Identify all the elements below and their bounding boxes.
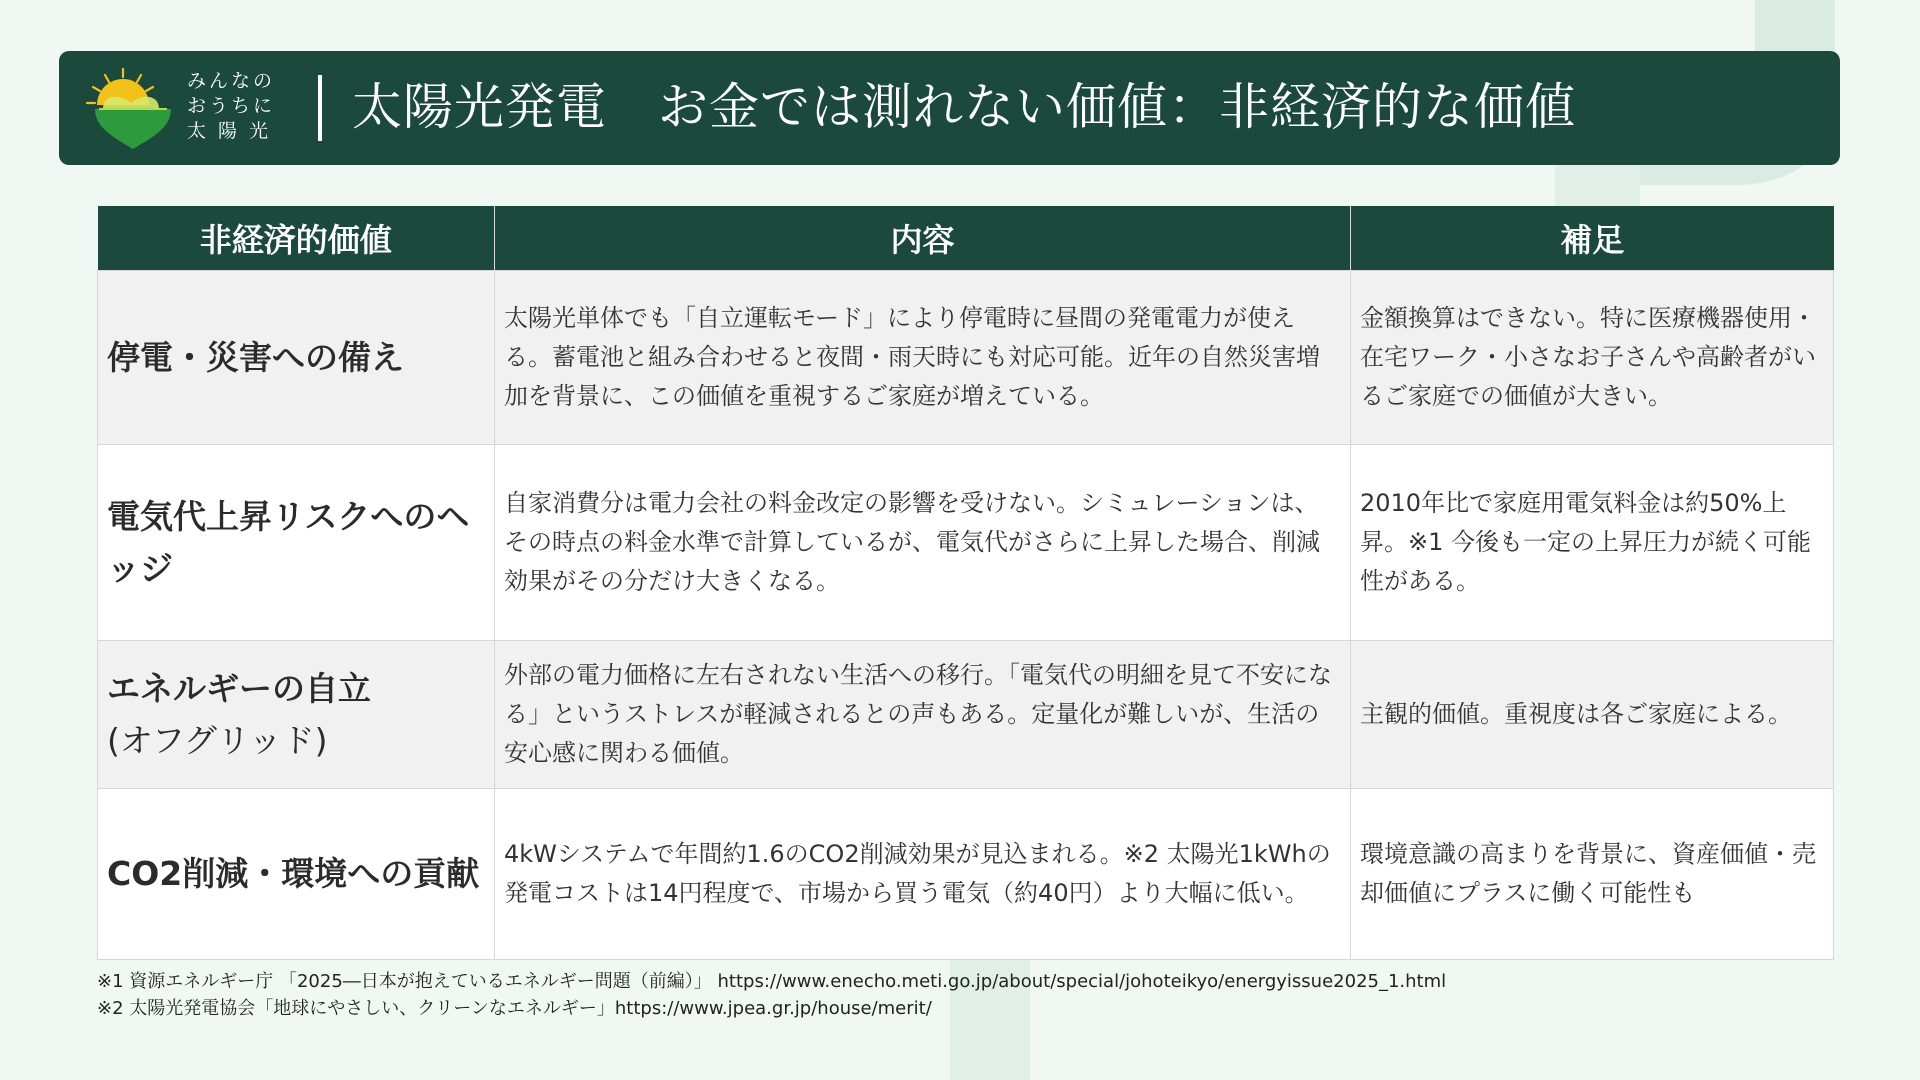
row-content: 4kWシステムで年間約1.6のCO2削減効果が見込まれる。※2 太陽光1kWhの発電コストは14円程度で、市場から買う電気（約40円）より大幅に低い。: [495, 789, 1351, 960]
value-table: [97, 206, 1834, 960]
row-label: [98, 789, 495, 960]
row-note: 2010年比で家庭用電気料金は約50%上昇。※1 今後も一定の上昇圧力が続く可能性がある。: [1351, 445, 1834, 641]
row-label-main: 停電・災害への備え: [107, 337, 404, 377]
column-header-note: 補足: [1351, 206, 1834, 271]
row-label-main: 電気代上昇リスクへのヘッジ: [107, 496, 470, 588]
column-header-content: 内容: [495, 206, 1351, 271]
row-note: 主観的価値。重視度は各ご家庭による。: [1351, 641, 1834, 789]
row-label-main: エネルギーの自立: [107, 668, 371, 708]
table-row: [98, 789, 1834, 960]
row-note: 金額換算はできない。特に医療機器使用・在宅ワーク・小さなお子さんや高齢者がいるご家庭での価値が大きい。: [1351, 271, 1834, 445]
table-row: [98, 641, 1834, 789]
page-title: 太陽光発電 お金では測れない価値：非経済的な価値: [352, 78, 1576, 136]
footnote-2: ※2 太陽光発電協会「地球にやさしい、クリーンなエネルギー」https://www.jpea.gr.jp/house/merit/: [97, 998, 932, 1019]
row-content: 外部の電力価格に左右されない生活への移行。「電気代の明細を見て不安になる」というストレスが軽減されるとの声もある。定量化が難しいが、生活の安心感に関わる価値。: [495, 641, 1351, 789]
table-row: [98, 445, 1834, 641]
row-label: [98, 445, 495, 641]
logo-text: [187, 69, 297, 144]
column-header-value: 非経済的価値: [98, 206, 495, 271]
table-header-row: [98, 206, 1834, 271]
table-row: [98, 271, 1834, 445]
logo-icon: [83, 65, 179, 151]
logo-line-2: おうちに: [187, 95, 276, 117]
header-divider: [318, 75, 322, 141]
footnotes: [97, 968, 1446, 1022]
logo-line-1: みんなの: [187, 70, 276, 92]
row-label-sub: (オフグリッド): [107, 720, 328, 760]
value-table-container: [97, 206, 1833, 960]
row-content: 太陽光単体でも「自立運転モード」により停電時に昼間の発電電力が使える。蓄電池と組み合わせると夜間・雨天時にも対応可能。近年の自然災害増加を背景に、この価値を重視するご家庭が増えている。: [495, 271, 1351, 445]
footnote-1: ※1 資源エネルギー庁 「2025―日本が抱えているエネルギー問題（前編）」 https://www.enecho.meti.go.jp/about/special/johoteikyo/energyissue2025_1.html: [97, 971, 1447, 992]
row-label: [98, 641, 495, 789]
header-bar: [59, 51, 1840, 165]
row-label: [98, 271, 495, 445]
row-note: 環境意識の高まりを背景に、資産価値・売却価値にプラスに働く可能性も: [1351, 789, 1834, 960]
row-label-main: CO2削減・環境への貢献: [107, 854, 480, 893]
logo-line-3: 太 陽 光: [187, 120, 272, 142]
row-content: 自家消費分は電力会社の料金改定の影響を受けない。シミュレーションは、その時点の料金水準で計算しているが、電気代がさらに上昇した場合、削減効果がその分だけ大きくなる。: [495, 445, 1351, 641]
